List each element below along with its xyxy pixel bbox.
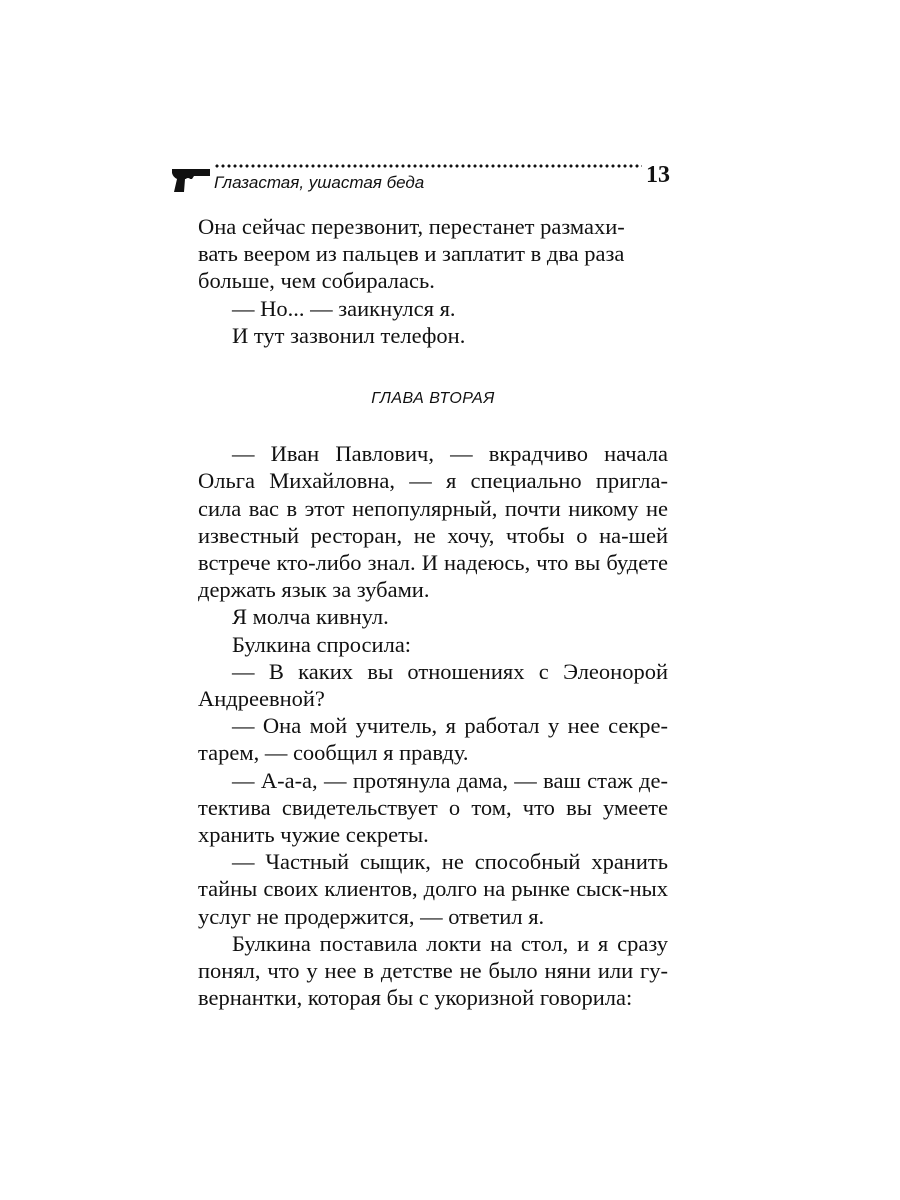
paragraph: — Но... — заикнулся я. (232, 295, 456, 321)
paragraph: Булкина поставила локти на стол, и я сразу понял, что у нее в детстве не было няни или гу-вернантки, которая бы с укоризной говорила: (198, 930, 668, 1011)
text-line: больше, чем собиралась. (198, 268, 435, 294)
paragraph: — В каких вы отношениях с Элеонорой Андреевной? (198, 658, 668, 712)
running-title: Глазастая, ушастая беда (214, 173, 425, 192)
paragraph: — Иван Павлович, — вкрадчиво начала Ольга Михайловна, — я специально пригла-сила вас в этот непопулярный, почти никому не известный ресторан, не хочу, чтобы о на-шей встрече кто-либо знал. И надеюсь, что вы будете держать язык за зубами. (198, 441, 668, 603)
paragraph: — А-а-а, — протянула дама, — ваш стаж де-тектива свидетельствует о том, что вы умеете хранить чужие секреты. (198, 767, 668, 848)
paragraph: И тут зазвонил телефон. (232, 322, 466, 348)
paragraph: — Она мой учитель, я работал у нее секре-тарем, — сообщил я правду. (198, 713, 668, 766)
paragraph: Я молча кивнул. (232, 604, 389, 630)
text-line: Она сейчас перезвонит, перестанет размахи- (198, 214, 625, 239)
page-number: 13 (646, 162, 670, 188)
gun-icon (170, 167, 212, 193)
paragraph: — Частный сыщик, не способный хранить тайны своих клиентов, долго на рынке сыск-ных услуг не продержится, — ответил я. (198, 849, 668, 929)
header-dotted-rule (214, 162, 642, 170)
chapter-title: ГЛАВА ВТОРАЯ (371, 390, 495, 408)
text-line: вать веером из пальцев и заплатит в два раза (198, 241, 625, 267)
page-body (198, 213, 668, 1011)
paragraph: Булкина спросила: (232, 631, 412, 657)
page-header (170, 160, 670, 200)
